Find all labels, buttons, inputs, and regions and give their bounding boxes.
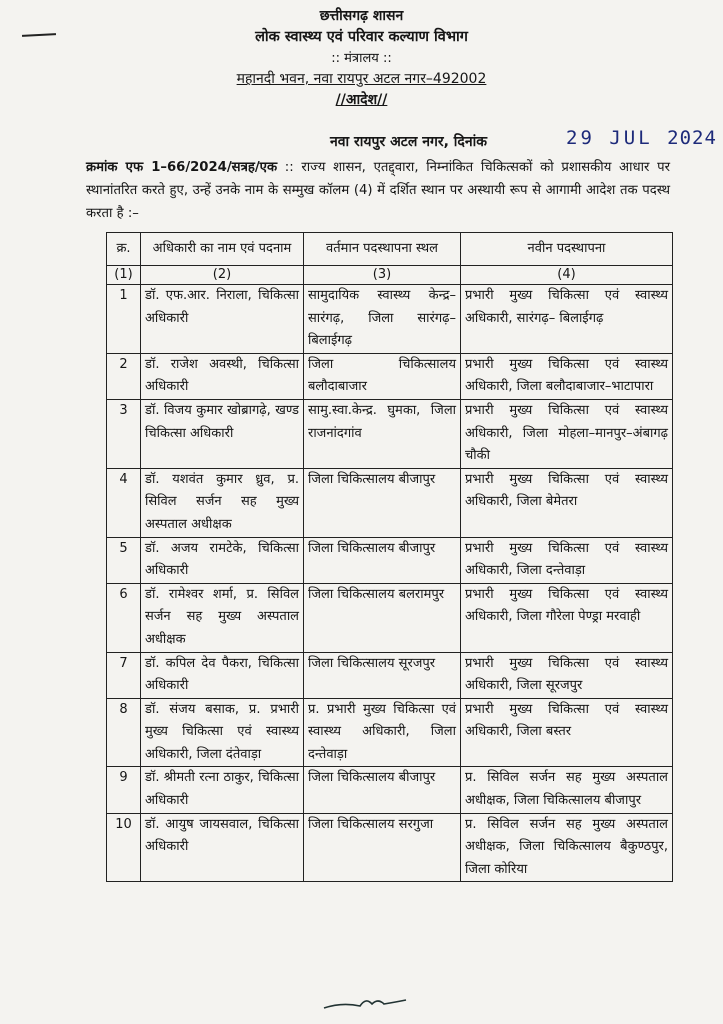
order-reference: क्रमांक एफ 1–66/2024/सत्रह/एक <box>86 160 278 175</box>
row-current-posting: जिला चिकित्सालय बीजापुर <box>304 767 461 813</box>
row-current-posting: जिला चिकित्सालय सरगुजा <box>304 813 461 882</box>
table-row <box>107 813 673 882</box>
order-intro <box>86 156 670 225</box>
department-name: लोक स्वास्थ्य एवं परिवार कल्याण विभाग <box>255 29 468 45</box>
row-new-posting: प्रभारी मुख्य चिकित्सा एवं स्वास्थ्य अधिकारी, जिला बलौदाबाजार–भाटापारा <box>461 353 673 399</box>
table-row <box>107 285 673 354</box>
col-number-1: (1) <box>107 266 141 285</box>
row-officer: डॉ. आयुष जायसवाल, चिकित्सा अधिकारी <box>141 813 304 882</box>
col-header-serial: क्र. <box>107 233 141 266</box>
col-header-new: नवीन पदस्थापना <box>461 233 673 266</box>
row-serial: 7 <box>107 652 141 698</box>
row-current-posting: जिला चिकित्सालय बलौदाबाजार <box>304 353 461 399</box>
col-header-name: अधिकारी का नाम एवं पदनाम <box>141 233 304 266</box>
row-officer: डॉ. श्रीमती रत्ना ठाकुर, चिकित्सा अधिकारी <box>141 767 304 813</box>
row-current-posting: प्र. प्रभारी मुख्य चिकित्सा एवं स्वास्थ्य अधिकारी, जिला दन्तेवाड़ा <box>304 698 461 767</box>
table-row <box>107 698 673 767</box>
letterhead <box>0 6 723 111</box>
date-stamp-year: 2024 <box>667 127 717 149</box>
table-row <box>107 652 673 698</box>
row-new-posting: प्रभारी मुख्य चिकित्सा एवं स्वास्थ्य अधिकारी, जिला मोहला–मानपुर–अंबागढ़ चौकी <box>461 399 673 468</box>
row-current-posting: सामुदायिक स्वास्थ्य केन्द्र–सारंगढ़, जिला सारंगढ़– बिलाईगढ़ <box>304 285 461 354</box>
row-current-posting: जिला चिकित्सालय बीजापुर <box>304 537 461 583</box>
row-new-posting: प्र. सिविल सर्जन सह मुख्य अस्पताल अधीक्षक, जिला चिकित्सालय बीजापुर <box>461 767 673 813</box>
row-serial: 5 <box>107 537 141 583</box>
signature-mark <box>322 993 408 1015</box>
row-serial: 2 <box>107 353 141 399</box>
row-new-posting: प्रभारी मुख्य चिकित्सा एवं स्वास्थ्य अधिकारी, सारंगढ़– बिलाईगढ़ <box>461 285 673 354</box>
row-new-posting: प्रभारी मुख्य चिकित्सा एवं स्वास्थ्य अधिकारी, जिला बेमेतरा <box>461 468 673 537</box>
order-heading: //आदेश// <box>335 92 388 108</box>
row-officer: डॉ. कपिल देव पैकरा, चिकित्सा अधिकारी <box>141 652 304 698</box>
place-date-line: नवा रायपुर अटल नगर, दिनांक <box>330 134 487 150</box>
col-number-2: (2) <box>141 266 304 285</box>
row-officer: डॉ. विजय कुमार खोब्रागढ़े, खण्ड चिकित्सा अधिकारी <box>141 399 304 468</box>
row-serial: 9 <box>107 767 141 813</box>
table-header-row <box>107 233 673 266</box>
table-row <box>107 399 673 468</box>
row-officer: डॉ. राजेश अवस्थी, चिकित्सा अधिकारी <box>141 353 304 399</box>
row-serial: 4 <box>107 468 141 537</box>
row-serial: 6 <box>107 583 141 652</box>
row-new-posting: प्रभारी मुख्य चिकित्सा एवं स्वास्थ्य अधिकारी, जिला सूरजपुर <box>461 652 673 698</box>
row-serial: 3 <box>107 399 141 468</box>
row-current-posting: जिला चिकित्सालय सूरजपुर <box>304 652 461 698</box>
table-row <box>107 353 673 399</box>
office-address: महानदी भवन, नवा रायपुर अटल नगर–492002 <box>236 71 487 87</box>
row-new-posting: प्रभारी मुख्य चिकित्सा एवं स्वास्थ्य अधिकारी, जिला दन्तेवाड़ा <box>461 537 673 583</box>
row-officer: डॉ. अजय रामटेके, चिकित्सा अधिकारी <box>141 537 304 583</box>
row-serial: 1 <box>107 285 141 354</box>
col-number-4: (4) <box>461 266 673 285</box>
row-serial: 8 <box>107 698 141 767</box>
date-stamp <box>566 127 717 149</box>
row-officer: डॉ. संजय बसाक, प्र. प्रभारी मुख्य चिकित्सा एवं स्वास्थ्य अधिकारी, जिला दंतेवाड़ा <box>141 698 304 767</box>
table-row <box>107 537 673 583</box>
date-stamp-month: JUL <box>609 127 653 149</box>
government-name: छत्तीसगढ़ शासन <box>319 8 404 24</box>
row-serial: 10 <box>107 813 141 882</box>
row-new-posting: प्रभारी मुख्य चिकित्सा एवं स्वास्थ्य अधिकारी, जिला गौरेला पेण्ड्रा मरवाही <box>461 583 673 652</box>
order-text: :: राज्य शासन, एतद्द्वारा, निम्नांकित चिकित्सकों को प्रशासकीय आधार पर स्थानांतरित करते हुए, उन्हें उनके नाम के सम्मुख कॉलम (4) में दर्शित स्थान पर अस्थायी रूप से आगामी आदेश तक पदस्थ करता है :– <box>86 160 671 221</box>
row-officer: डॉ. रामेश्वर शर्मा, प्र. सिविल सर्जन सह मुख्य अस्पताल अधीक्षक <box>141 583 304 652</box>
row-current-posting: जिला चिकित्सालय बीजापुर <box>304 468 461 537</box>
ministry-label: :: मंत्रालय :: <box>331 51 392 66</box>
row-officer: डॉ. एफ.आर. निराला, चिकित्सा अधिकारी <box>141 285 304 354</box>
table-row <box>107 583 673 652</box>
row-officer: डॉ. यशवंत कुमार ध्रुव, प्र. सिविल सर्जन सह मुख्य अस्पताल अधीक्षक <box>141 468 304 537</box>
row-new-posting: प्रभारी मुख्य चिकित्सा एवं स्वास्थ्य अधिकारी, जिला बस्तर <box>461 698 673 767</box>
row-current-posting: जिला चिकित्सालय बलरामपुर <box>304 583 461 652</box>
transfer-table <box>106 232 673 882</box>
column-number-row <box>107 266 673 285</box>
row-new-posting: प्र. सिविल सर्जन सह मुख्य अस्पताल अधीक्षक, जिला चिकित्सालय बैकुण्ठपुर, जिला कोरिया <box>461 813 673 882</box>
table-row <box>107 767 673 813</box>
date-stamp-day: 29 <box>566 127 595 149</box>
table-row <box>107 468 673 537</box>
col-number-3: (3) <box>304 266 461 285</box>
row-current-posting: सामु.स्वा.केन्द्र. घुमका, जिला राजनांदगांव <box>304 399 461 468</box>
col-header-current: वर्तमान पदस्थापना स्थल <box>304 233 461 266</box>
